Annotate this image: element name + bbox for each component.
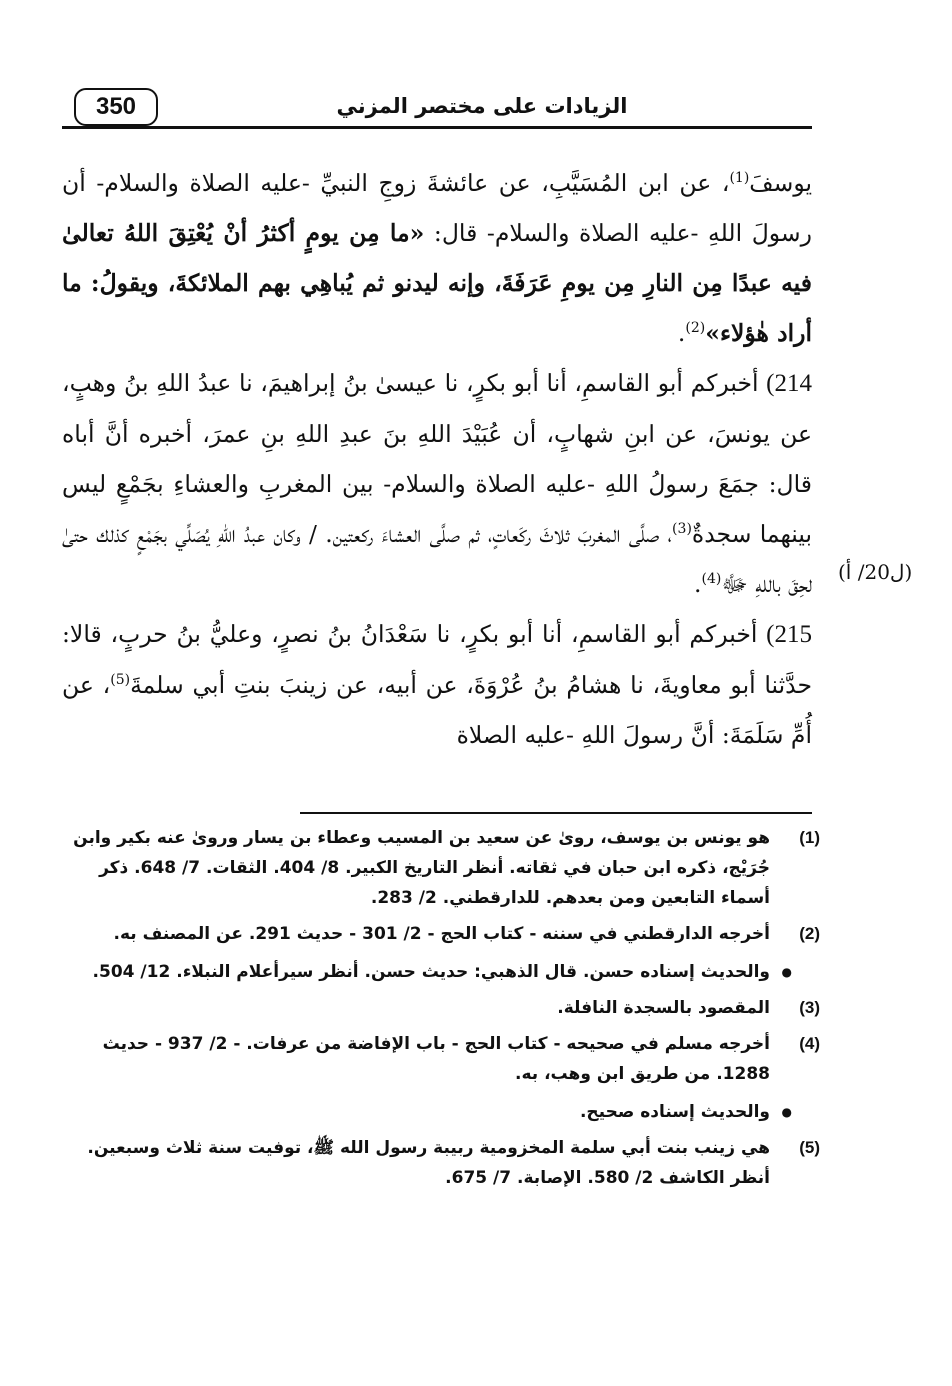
footnote-number: (1) [799, 828, 820, 847]
text: أخبركم أبو القاسمِ، أنا أبو بكرٍ، نا عيسىٰ بنُ إبراهيمَ، نا عبدُ اللهِ بنُ وهبٍ، عن يونسَ، عن ابنِ شهابٍ، أن عُبَيْدَ اللهِ بنَ عبدِ اللهِ بنِ عمرَ، أخبره أنَّ أباه قال: جمَعَ رسولُ اللهِ -عليه الصلاة والسلام- بين المغربِ والعشاءِ بجَمْعٍ ليس بينهما سجدةٌ [62, 369, 812, 548]
paragraph-hadith-arafa [62, 158, 812, 358]
footnote-2-grading [62, 957, 820, 987]
footnote-number: (3) [799, 998, 820, 1017]
text: يوسفَ [749, 169, 812, 197]
footnote-4-grading [62, 1097, 820, 1127]
footnote-3 [62, 993, 820, 1023]
footnote-text: هي زينب بنت أبي سلمة المخزومية ربيبة رسول الله ﷺ، توفيت سنة ثلاث وسبعين. أنظر الكاشف 2/ 580. الإصابة. 7/ 675. [87, 1138, 770, 1188]
footnote-separator [300, 812, 812, 814]
footnotes [62, 823, 820, 1199]
footnote-5 [62, 1133, 820, 1193]
footnote-text: ● والحديث إسناده حسن. قال الذهبي: حديث حسن. أنظر سيرأعلام النبلاء. 12/ 504. [92, 962, 770, 982]
footnote-ref-3: (3) [672, 521, 692, 538]
footnote-ref-1: (1) [729, 170, 750, 187]
footnote-1 [62, 823, 820, 913]
hadith-quote: «ما مِن يومٍ أكثرُ أنْ يُعْتِقَ اللهُ تعالىٰ فيه عبدًا مِن النارِ مِن يومِ عَرَفَةَ، وإنه ليدنو ثم يُباهِي بهم الملائكةَ، ويقولُ: ما أراد هٰؤلاء» [62, 219, 812, 347]
footnote-number: (4) [799, 1034, 820, 1053]
text: ، صلَّى المغربَ ثلاثَ ركَعاتٍ، ثم صلَّى العشاءَ ركعتين. / وكان عبدُ اللهِ يُصَلِّي بجَمْعٍ كذلك حتىٰ لحِقَ باللهِ ﷻ [62, 520, 812, 598]
page-header [62, 88, 812, 128]
entry-215 [62, 609, 812, 760]
footnote-2 [62, 919, 820, 949]
entry-number: 215) [766, 621, 812, 648]
manuscript-folio-note: (ل20/ أ) [838, 560, 913, 584]
page-number: 350 [74, 88, 158, 126]
header-rule [62, 126, 812, 129]
book-title: الزيادات على مختصر المزني [336, 94, 628, 118]
main-text [62, 158, 812, 760]
footnote-text: ● والحديث إسناده صحيح. [579, 1102, 770, 1122]
footnote-ref-4: (4) [701, 571, 722, 588]
footnote-text: أخرجه مسلم في صحيحه - كتاب الحج - باب الإفاضة من عرفات. - 2/ 937 - حديث 1288. من طريق ابن وهب، به. [102, 1034, 770, 1084]
text: . [677, 319, 686, 347]
entry-214 [62, 358, 812, 609]
footnote-number: (2) [799, 924, 820, 943]
footnote-text: هو يونس بن يوسف، رویٰ عن سعيد بن المسيب وعطاء بن يسار وروىٰ عنه بكير وابن جُرَيْج، ذكره ابن حبان في ثقاته. أنظر التاريخ الكبير. 8/ 404. الثقات. 7/ 648. ذكر أسماء التابعين ومن بعدهم. للدارقطني. 2/ 283. [73, 828, 770, 908]
footnote-ref-5: (5) [110, 672, 131, 689]
footnote-text: أخرجه الدارقطني في سننه - كتاب الحج - 2/ 301 - حديث 291. عن المصنف به. [113, 924, 770, 944]
footnote-4 [62, 1029, 820, 1089]
footnote-text: المقصود بالسجدة النافلة. [557, 998, 770, 1018]
footnote-number: (5) [799, 1138, 820, 1157]
text: . [694, 570, 702, 598]
text: ، عن ابن المُسَيَّبِ، عن عائشةَ زوجِ النبيِّ -عليه الصلاة والسلام- أن رسولَ اللهِ -عليه الصلاة والسلام- قال: [62, 169, 812, 247]
text: ، عن أُمِّ سَلَمَةَ: أنَّ رسولَ اللهِ -عليه الصلاة [62, 671, 812, 749]
footnote-ref-2: (2) [685, 320, 706, 337]
entry-number: 214) [766, 370, 812, 397]
text: أخبركم أبو القاسمِ، أنا أبو بكرٍ، نا سَعْدَانُ بنُ نصرٍ، وعليُّ بنُ حربٍ، قالا: حدَّثنا أبو معاويةَ، نا هشامُ بنُ عُرْوَةَ، عن أبيه، عن زينبَ بنتِ أبي سلمةَ [62, 620, 812, 699]
